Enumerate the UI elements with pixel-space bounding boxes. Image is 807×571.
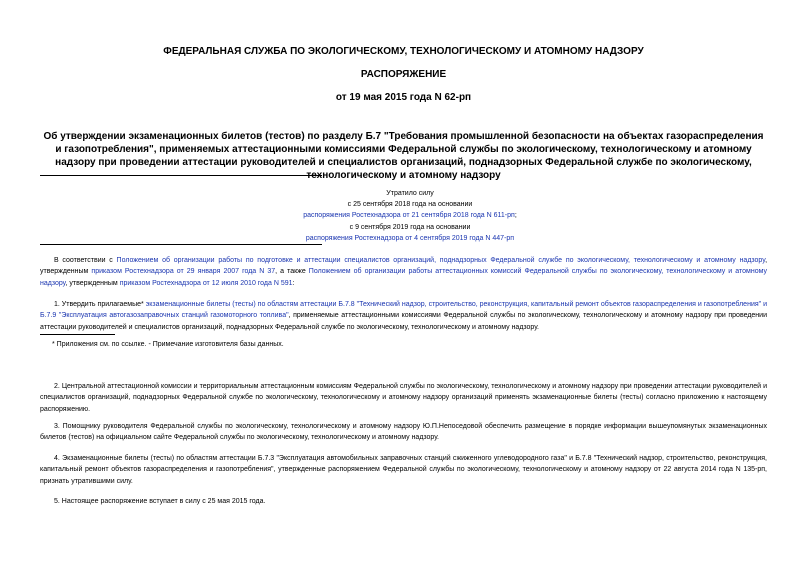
status-line-5 bbox=[260, 233, 560, 244]
preamble-link-regulation-2[interactable]: Положением об организации работы аттестационных комиссий Федеральной службы по экологическому, технологическому и атомному надзору bbox=[40, 268, 767, 287]
status-line-4: с 9 сентября 2019 года на основании bbox=[349, 223, 471, 231]
divider-top bbox=[40, 175, 322, 176]
preamble-text-4: , утвержденным bbox=[65, 279, 120, 287]
divider-bottom bbox=[40, 244, 322, 245]
preamble-link-regulation-1[interactable]: Положением об организации работы по подготовке и аттестации специалистов организаций, поднадзорных Федеральной службе по экологическому, технологическому и атомному надзору bbox=[116, 257, 766, 264]
item-5-paragraph: 5. Настоящее распоряжение вступает в силу с 25 мая 2015 года. bbox=[54, 498, 266, 505]
status-line-2: с 25 сентября 2018 года на основании bbox=[347, 201, 473, 209]
status-line-1: Утратило силу bbox=[386, 190, 434, 197]
status-link-2[interactable]: распоряжения Ростехнадзора от 4 сентября 2019 года N 447-рп bbox=[305, 234, 515, 242]
preamble-text-2: , утвержденным bbox=[40, 257, 768, 276]
document-title: Об утверждении экзаменационных билетов (тестов) по разделу Б.7 "Требования промышленной безопасности на объектах газораспределения и газопотребления", применяемых аттестационными комиссиями Федеральной службы по экологическому, технологическому и атомному надзору при проведении аттестации руководителей и специалистов организаций, поднадзорных Федеральной службе по экологическому, технологическому и атомному надзору bbox=[43, 131, 764, 181]
preamble-text-1: В соответствии с bbox=[54, 257, 117, 264]
item-3-paragraph: 3. Помощнику руководителя Федеральной службы по экологическому, технологическому и атомному надзору Ю.П.Непоседовой обеспечить размещение в порядке информации вышеупомянутых экзаменационных билетов (тестов) на официальном сайте Федеральной службы по экологическому, технологическому и атомному надзору. bbox=[40, 423, 767, 442]
preamble-link-order-37[interactable]: приказом Ростехнадзора от 29 января 2007 года N 37 bbox=[91, 268, 276, 276]
status-link-1[interactable]: распоряжения Ростехнадзора от 21 сентября 2018 года N 611-рп bbox=[303, 212, 515, 220]
preamble-paragraph bbox=[40, 255, 767, 289]
item-1-paragraph bbox=[40, 299, 767, 333]
preamble-link-order-591[interactable]: приказом Ростехнадзора от 12 июля 2010 года N 591 bbox=[119, 279, 293, 287]
status-block bbox=[260, 188, 560, 244]
preamble-text-5: : bbox=[292, 279, 295, 287]
item-1-text-1: 1. Утвердить прилагаемые* bbox=[54, 301, 146, 308]
preamble-text-3: , а также bbox=[275, 268, 309, 276]
footnote-divider bbox=[40, 334, 115, 335]
document-type: РАСПОРЯЖЕНИЕ bbox=[360, 69, 447, 80]
footnote: * Приложения см. по ссылке. - Примечание изготовителя базы данных. bbox=[52, 341, 284, 348]
item-1-link-tickets[interactable]: экзаменационные билеты (тесты) по областям аттестации Б.7.8 "Технический надзор, строительство, реконструкция, капитальный ремонт объектов газораспределения и газопотребления" и Б.7.9 "Эксплуатация автогазозаправочных станций газомоторного топлива" bbox=[40, 301, 767, 320]
organization-name: ФЕДЕРАЛЬНАЯ СЛУЖБА ПО ЭКОЛОГИЧЕСКОМУ, ТЕХНОЛОГИЧЕСКОМУ И АТОМНОМУ НАДЗОРУ bbox=[163, 46, 644, 57]
item-4-paragraph: 4. Экзаменационные билеты (тесты) по областям аттестации Б.7.3 "Эксплуатация автомобильных заправочных станций сжиженного углеводородного газа" и Б.7.8 "Технический надзор, строительство, реконструкция, капитальный ремонт объектов газораспределения и газопотребления", утвержденные распоряжением Федеральной службы по экологическому, технологическому и атомному надзору от 22 августа 2014 года N 135-рп, признать утратившими силу. bbox=[40, 455, 767, 485]
document-date: от 19 мая 2015 года N 62-рп bbox=[335, 92, 472, 103]
status-line-3 bbox=[260, 210, 560, 221]
item-2-paragraph: 2. Центральной аттестационной комиссии и территориальным аттестационным комиссиям Федеральной службы по экологическому, технологическому и атомному надзору при проведении аттестации руководителей и специалистов организаций, поднадзорных Федеральной службе по экологическому, технологическому и атомному надзору организаций применять экзаменационные билеты (тесты) согласно приложению к настоящему распоряжению. bbox=[40, 383, 767, 413]
status-separator: ; bbox=[514, 212, 517, 220]
item-1-text-2: , применяемые аттестационными комиссиями Федеральной службы по экологическому, технологическому и атомному надзору при проведении аттестации руководителей и специалистов организаций, поднадзорных Федеральной службе по экологическому, технологическому и атомному надзору. bbox=[40, 312, 767, 331]
